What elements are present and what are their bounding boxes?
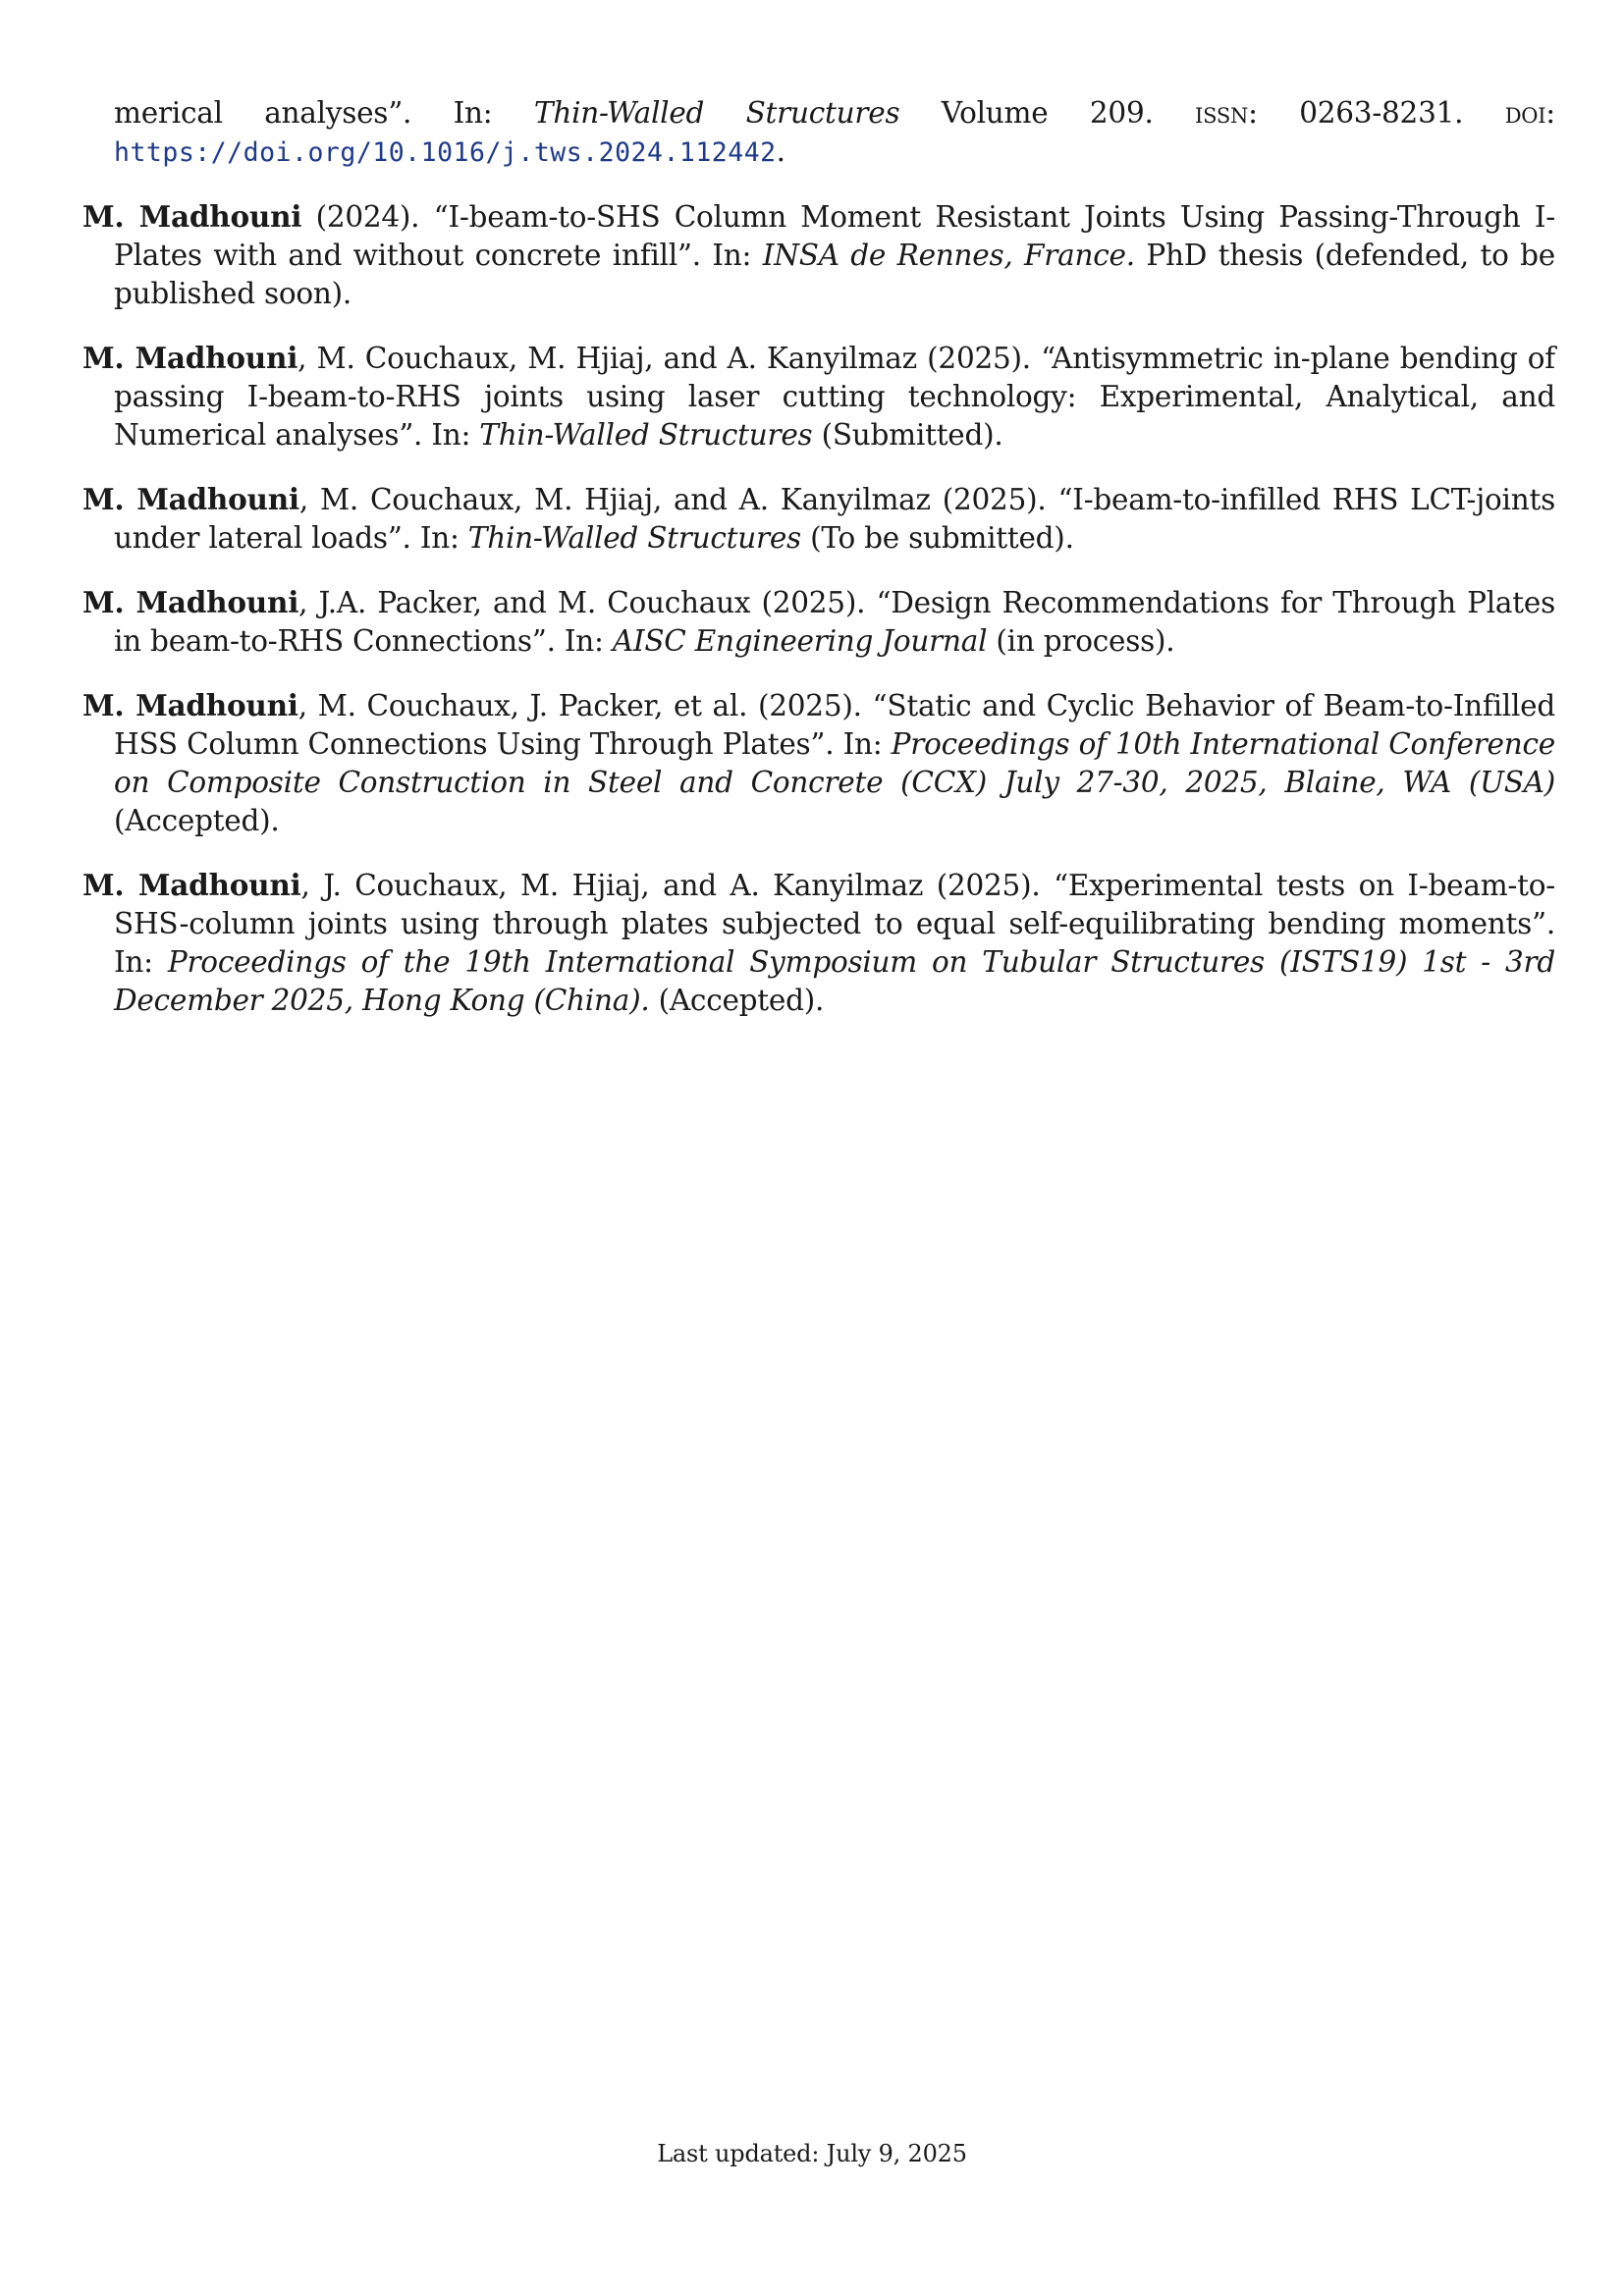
issn-value: 0263-8231. bbox=[1299, 96, 1464, 130]
publication-year: (2025). bbox=[927, 342, 1031, 375]
in-label: In: bbox=[431, 418, 471, 452]
coauthors: , J.A. Packer, and M. Couchaux bbox=[298, 586, 751, 619]
in-label: In: bbox=[114, 945, 153, 979]
coauthors: , M. Couchaux, M. Hjiaj, and A. Kanyilmaz bbox=[298, 342, 917, 375]
publication-entry bbox=[82, 197, 1555, 313]
publication-title: “Static and Cyclic Behavior of Beam-to-Infilled HSS Column Connections Using Through Plates”. bbox=[114, 689, 1555, 761]
issn-label: issn bbox=[1195, 96, 1249, 130]
coauthors: , M. Couchaux, J. Packer, et al. bbox=[298, 689, 748, 722]
last-updated-footer: Last updated: July 9, 2025 bbox=[657, 2140, 967, 2167]
publication-venue: Thin-Walled Structures bbox=[479, 418, 813, 452]
publication-venue: Proceedings of the 19th International Symposium on Tubular Structures (ISTS19) 1st - 3rd December 2025, Hong Kong (China). bbox=[114, 945, 1555, 1017]
publication-entry bbox=[82, 583, 1555, 661]
lead-author: M. Madhouni bbox=[82, 688, 298, 722]
publication-venue: Thin-Walled Structures bbox=[467, 521, 801, 555]
publication-entry bbox=[82, 686, 1555, 840]
publication-year: (2025). bbox=[942, 483, 1047, 516]
publication-title: “Experimental tests on I-beam-to-SHS-column joints using through plates subjected to equal self-equilibrating bending moments”. bbox=[114, 869, 1555, 940]
publication-volume: Volume 209. bbox=[941, 96, 1154, 130]
in-label: In: bbox=[564, 624, 604, 658]
in-label: In: bbox=[842, 727, 883, 761]
publication-status: (Accepted). bbox=[114, 804, 280, 837]
publication-venue: Proceedings of 10th International Conference on Composite Construction in Steel and Concrete (CCX) July 27-30, 2025, Blaine, WA (USA) bbox=[114, 727, 1555, 799]
publication-entry bbox=[82, 480, 1555, 558]
publication-status: (To be submitted). bbox=[810, 521, 1074, 555]
coauthors: , M. Couchaux, M. Hjiaj, and A. Kanyilmaz bbox=[298, 483, 931, 516]
publication-title: “I-beam-to-SHS Column Moment Resistant Joints Using Passing-Through I-Plates with and without concrete infill”. bbox=[114, 200, 1555, 272]
lead-author: M. Madhouni bbox=[82, 199, 302, 234]
publication-year: (2025). bbox=[758, 689, 862, 722]
publication-status: (Accepted). bbox=[658, 984, 825, 1017]
lead-author: M. Madhouni bbox=[82, 868, 301, 902]
publication-venue: Thin-Walled Structures bbox=[533, 96, 900, 130]
publication-year: (2025). bbox=[936, 869, 1041, 902]
publication-entry bbox=[82, 339, 1555, 454]
in-label: In: bbox=[712, 239, 752, 272]
publication-venue: INSA de Rennes, France. bbox=[762, 239, 1135, 272]
doi-label: doi bbox=[1504, 96, 1546, 130]
publication-status: (in process). bbox=[996, 624, 1175, 658]
publication-list bbox=[82, 94, 1555, 1045]
lead-author: M. Madhouni bbox=[82, 482, 299, 516]
publication-title: “Antisymmetric in-plane bending of passing I-beam-to-RHS joints using laser cutting technology: Experimental, Analytical, and Numerical analyses”. bbox=[114, 342, 1555, 452]
in-label: In: bbox=[419, 521, 460, 555]
in-label: In: bbox=[453, 96, 493, 130]
publication-title: “Design Recommendations for Through Plates in beam-to-RHS Connections”. bbox=[114, 586, 1555, 658]
publication-title: “I-beam-to-infilled RHS LCT-joints under lateral loads”. bbox=[114, 483, 1555, 555]
lead-author: M. Madhouni bbox=[82, 341, 298, 375]
publication-status: (Submitted). bbox=[821, 418, 1003, 452]
publication-year: (2024). bbox=[315, 200, 420, 234]
publication-status: PhD thesis (defended, to be published soon). bbox=[114, 239, 1555, 310]
publication-entry bbox=[82, 866, 1555, 1020]
publication-title-tail: merical analyses”. bbox=[114, 96, 412, 130]
publication-venue: AISC Engineering Journal bbox=[612, 624, 988, 658]
publication-year: (2025). bbox=[761, 586, 866, 619]
publication-entry-continuation: merical analyses”. In: Thin-Walled Structures Volume 209. issn: 0263-8231. doi: https://doi.org/10.1016/j.tws.2024.112442. bbox=[114, 96, 1555, 168]
coauthors: , J. Couchaux, M. Hjiaj, and A. Kanyilmaz bbox=[300, 869, 924, 902]
lead-author: M. Madhouni bbox=[82, 585, 299, 619]
doi-link[interactable]: https://doi.org/10.1016/j.tws.2024.112442 bbox=[114, 137, 777, 168]
